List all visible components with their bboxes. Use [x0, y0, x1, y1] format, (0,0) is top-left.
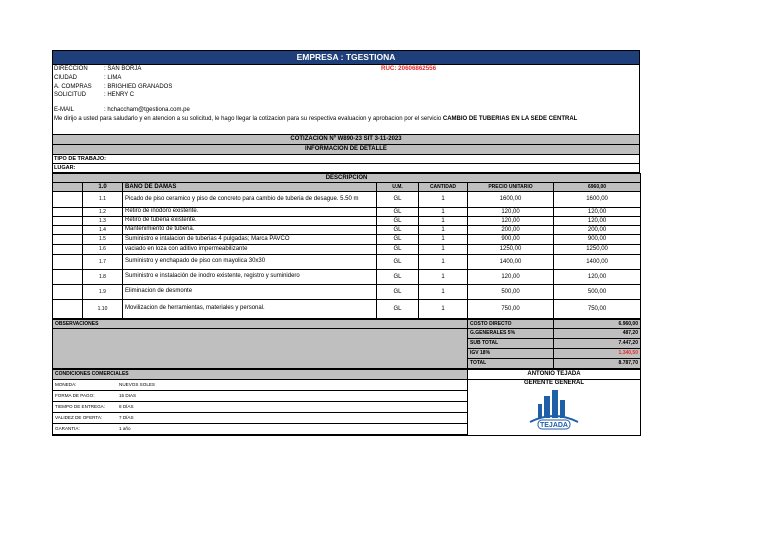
summary-value: 487,20: [554, 328, 641, 338]
field-compras: A. COMPRAS : BRIGHIED GRANADOS: [54, 83, 173, 90]
conditions-table: [52, 369, 641, 436]
section-row: 1.0 BAÑO DE DAMAS U.M. CANTIDAD PRECIO UNITARIO 6960,00: [53, 182, 641, 191]
summary-label: TOTAL: [468, 358, 554, 368]
table-row: 1.4 Mantenimiento de tuberia. GL 1 200,00 200,00: [53, 225, 641, 234]
summary-table: [52, 319, 641, 369]
table-row: 1.8 Suministro e instalación de inodro existente, registro y suminidero GL 1 120,00 120,00: [53, 269, 641, 284]
place-label: LUGAR:: [52, 164, 640, 173]
signature-box: [468, 379, 641, 435]
signer-role: GERENTE GENERAL: [523, 379, 584, 386]
field-ciudad: CIUDAD : LIMA: [54, 74, 122, 81]
table-row: 1.6 vaciado en loza con aditivo impermeabilizante GL 1 1250,00 1250,00: [53, 244, 641, 254]
table-row: 1.9 Eliminacion de desmonte GL 1 500,00 500,00: [53, 284, 641, 299]
observations-area: [53, 328, 468, 368]
table-row: 1.1 Picado de piso ceramico y piso de concreto para cambio de tuberia de desague. 5.50 m GL 1 1600,00 1600,00: [53, 191, 641, 207]
detail-title: INFORMACION DE DETALLE: [52, 145, 640, 155]
signer-name: ANTONIO TEJADA: [468, 369, 641, 379]
table-row: 1.2 Retiro de inodoro existente. GL 1 120,00 120,00: [53, 207, 641, 216]
conditions-title: CONDICIONES COMERCIALES: [53, 369, 468, 379]
conditions-list: [53, 379, 468, 435]
quote-number: COTIZACIÓN Nº W890-23 SIT 3-11-2023: [52, 135, 640, 145]
quotation-sheet: [52, 50, 640, 436]
summary-label: G.GENERALES 5%: [468, 328, 554, 338]
summary-value: 1.340,50: [554, 348, 641, 358]
table-row: 1.7 Suministro y enchapado de piso con mayolica 30x30 GL 1 1400,00 1400,00: [53, 254, 641, 269]
summary-value: 8.787,70: [554, 358, 641, 368]
condition-row: TIEMPO DE ENTREGA: 8 DÍAS: [53, 401, 467, 412]
company-title: EMPRESA : TGESTIONA: [52, 50, 640, 65]
condition-row: FORMA DE PAGO: 15 DIAS: [53, 390, 467, 401]
summary-value: 6.960,00: [554, 319, 641, 328]
summary-label: SUB TOTAL: [468, 338, 554, 348]
summary-value: 7.447,20: [554, 338, 641, 348]
summary-label: IGV 18%: [468, 348, 554, 358]
table-row: 1.5 Suministro e intalacion de tuberias 4 pulgadas; Marca PAVCO GL 1 900,00 900,00: [53, 234, 641, 244]
field-email: E-MAIL : hchaccham@tgestiona.com.pe: [54, 107, 190, 114]
logo-text: TEJADA: [539, 421, 569, 429]
work-type-label: TIPO DE TRABAJO:: [52, 155, 640, 164]
company-logo-icon: [524, 386, 584, 432]
observations-label: OBSERVACIONES: [53, 319, 468, 328]
header-info: [52, 65, 640, 115]
condition-row: GARANTIA: 1 año: [53, 423, 467, 434]
summary-label: COSTO DIRECTO: [468, 319, 554, 328]
condition-row: VALIDEZ DE OFERTA: 7 DÍAS: [53, 412, 467, 423]
table-row: 1.3 Retiro de tuberia existente. GL 1 120,00 120,00: [53, 216, 641, 225]
field-direccion: DIRECCION : SAN BORJA: [54, 66, 142, 72]
table-row: 1.10 Movilizacion de herramientas, materiales y personal. GL 1 750,00 750,00: [53, 299, 641, 318]
field-solicitud: SOLICITUD : HENRY C: [54, 92, 135, 99]
description-header: DESCRIPCIÓN: [53, 173, 641, 182]
condition-row: MONEDA: NUEVOS SOLES: [53, 380, 467, 391]
intro-text: Me dirijo a usted para saludarlo y en atencion a su solicitud, le hago llegar la cotizacion para su respectiva evaluacion y aprobacion por el servicio CAMBIO DE TUBERIAS EN LA SEDE CENTRAL: [52, 115, 640, 135]
items-table: [52, 173, 641, 319]
ruc-number: RUC: 20606862556: [381, 65, 437, 72]
